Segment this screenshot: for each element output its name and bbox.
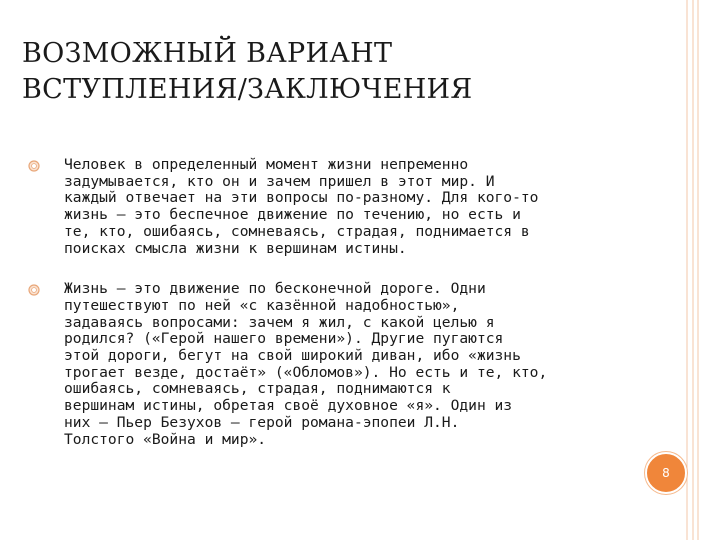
text-line: трогает везде, достаёт» («Обломов»). Но есть и те, кто, [64, 363, 548, 381]
text-line: жизнь — это беспечное движение по течению, но есть и [64, 206, 521, 224]
text-line: задаваясь вопросами: зачем я жил, с какой целью я [64, 313, 495, 331]
page-number: 8 [662, 466, 670, 480]
text-line: родился? («Герой нашего времени»). Другие пугаются [64, 330, 504, 348]
text-line: вершинам истины, обретая своё духовное «я». Один из [64, 397, 513, 415]
text-line: каждый отвечает на эти вопросы по-разному. Для кого-то [64, 189, 539, 207]
text-line: поисках смысла жизни к вершинам истины. [64, 239, 407, 257]
bullet-item-1 [24, 157, 604, 257]
bullet-item-2 [24, 281, 604, 448]
text-line: те, кто, ошибаясь, сомневаясь, страдая, поднимается в [64, 222, 530, 240]
text-line: Толстого «Война и мир». [64, 430, 267, 448]
decorative-frame-lines [684, 0, 720, 540]
title-line-2: ВСТУПЛЕНИЯ/ЗАКЛЮЧЕНИЯ [22, 74, 473, 105]
text-line: Жизнь — это движение по бесконечной дороге. Одни [64, 280, 486, 298]
slide-title [22, 36, 642, 108]
circle-bullet-icon [28, 284, 40, 296]
bullet-text-2 [64, 281, 604, 448]
title-line-1: ВОЗМОЖНЫЙ ВАРИАНТ [22, 38, 393, 69]
circle-bullet-icon [28, 160, 40, 172]
text-line: путешествуют по ней «с казённой надобностью», [64, 296, 460, 314]
text-line: Человек в определенный момент жизни непременно [64, 156, 469, 173]
text-line: задумывается, кто он и зачем пришел в этот мир. И [64, 172, 495, 190]
bullet-list [24, 157, 604, 472]
text-line: этой дороги, бегут на свой широкий диван, ибо «жизнь [64, 347, 521, 365]
text-line: них — Пьер Безухов — герой романа-эпопеи Л.Н. [64, 413, 460, 431]
page-number-badge [645, 452, 687, 494]
bullet-text-1 [64, 157, 604, 257]
text-line: ошибаясь, сомневаясь, страдая, поднимаются к [64, 380, 451, 398]
